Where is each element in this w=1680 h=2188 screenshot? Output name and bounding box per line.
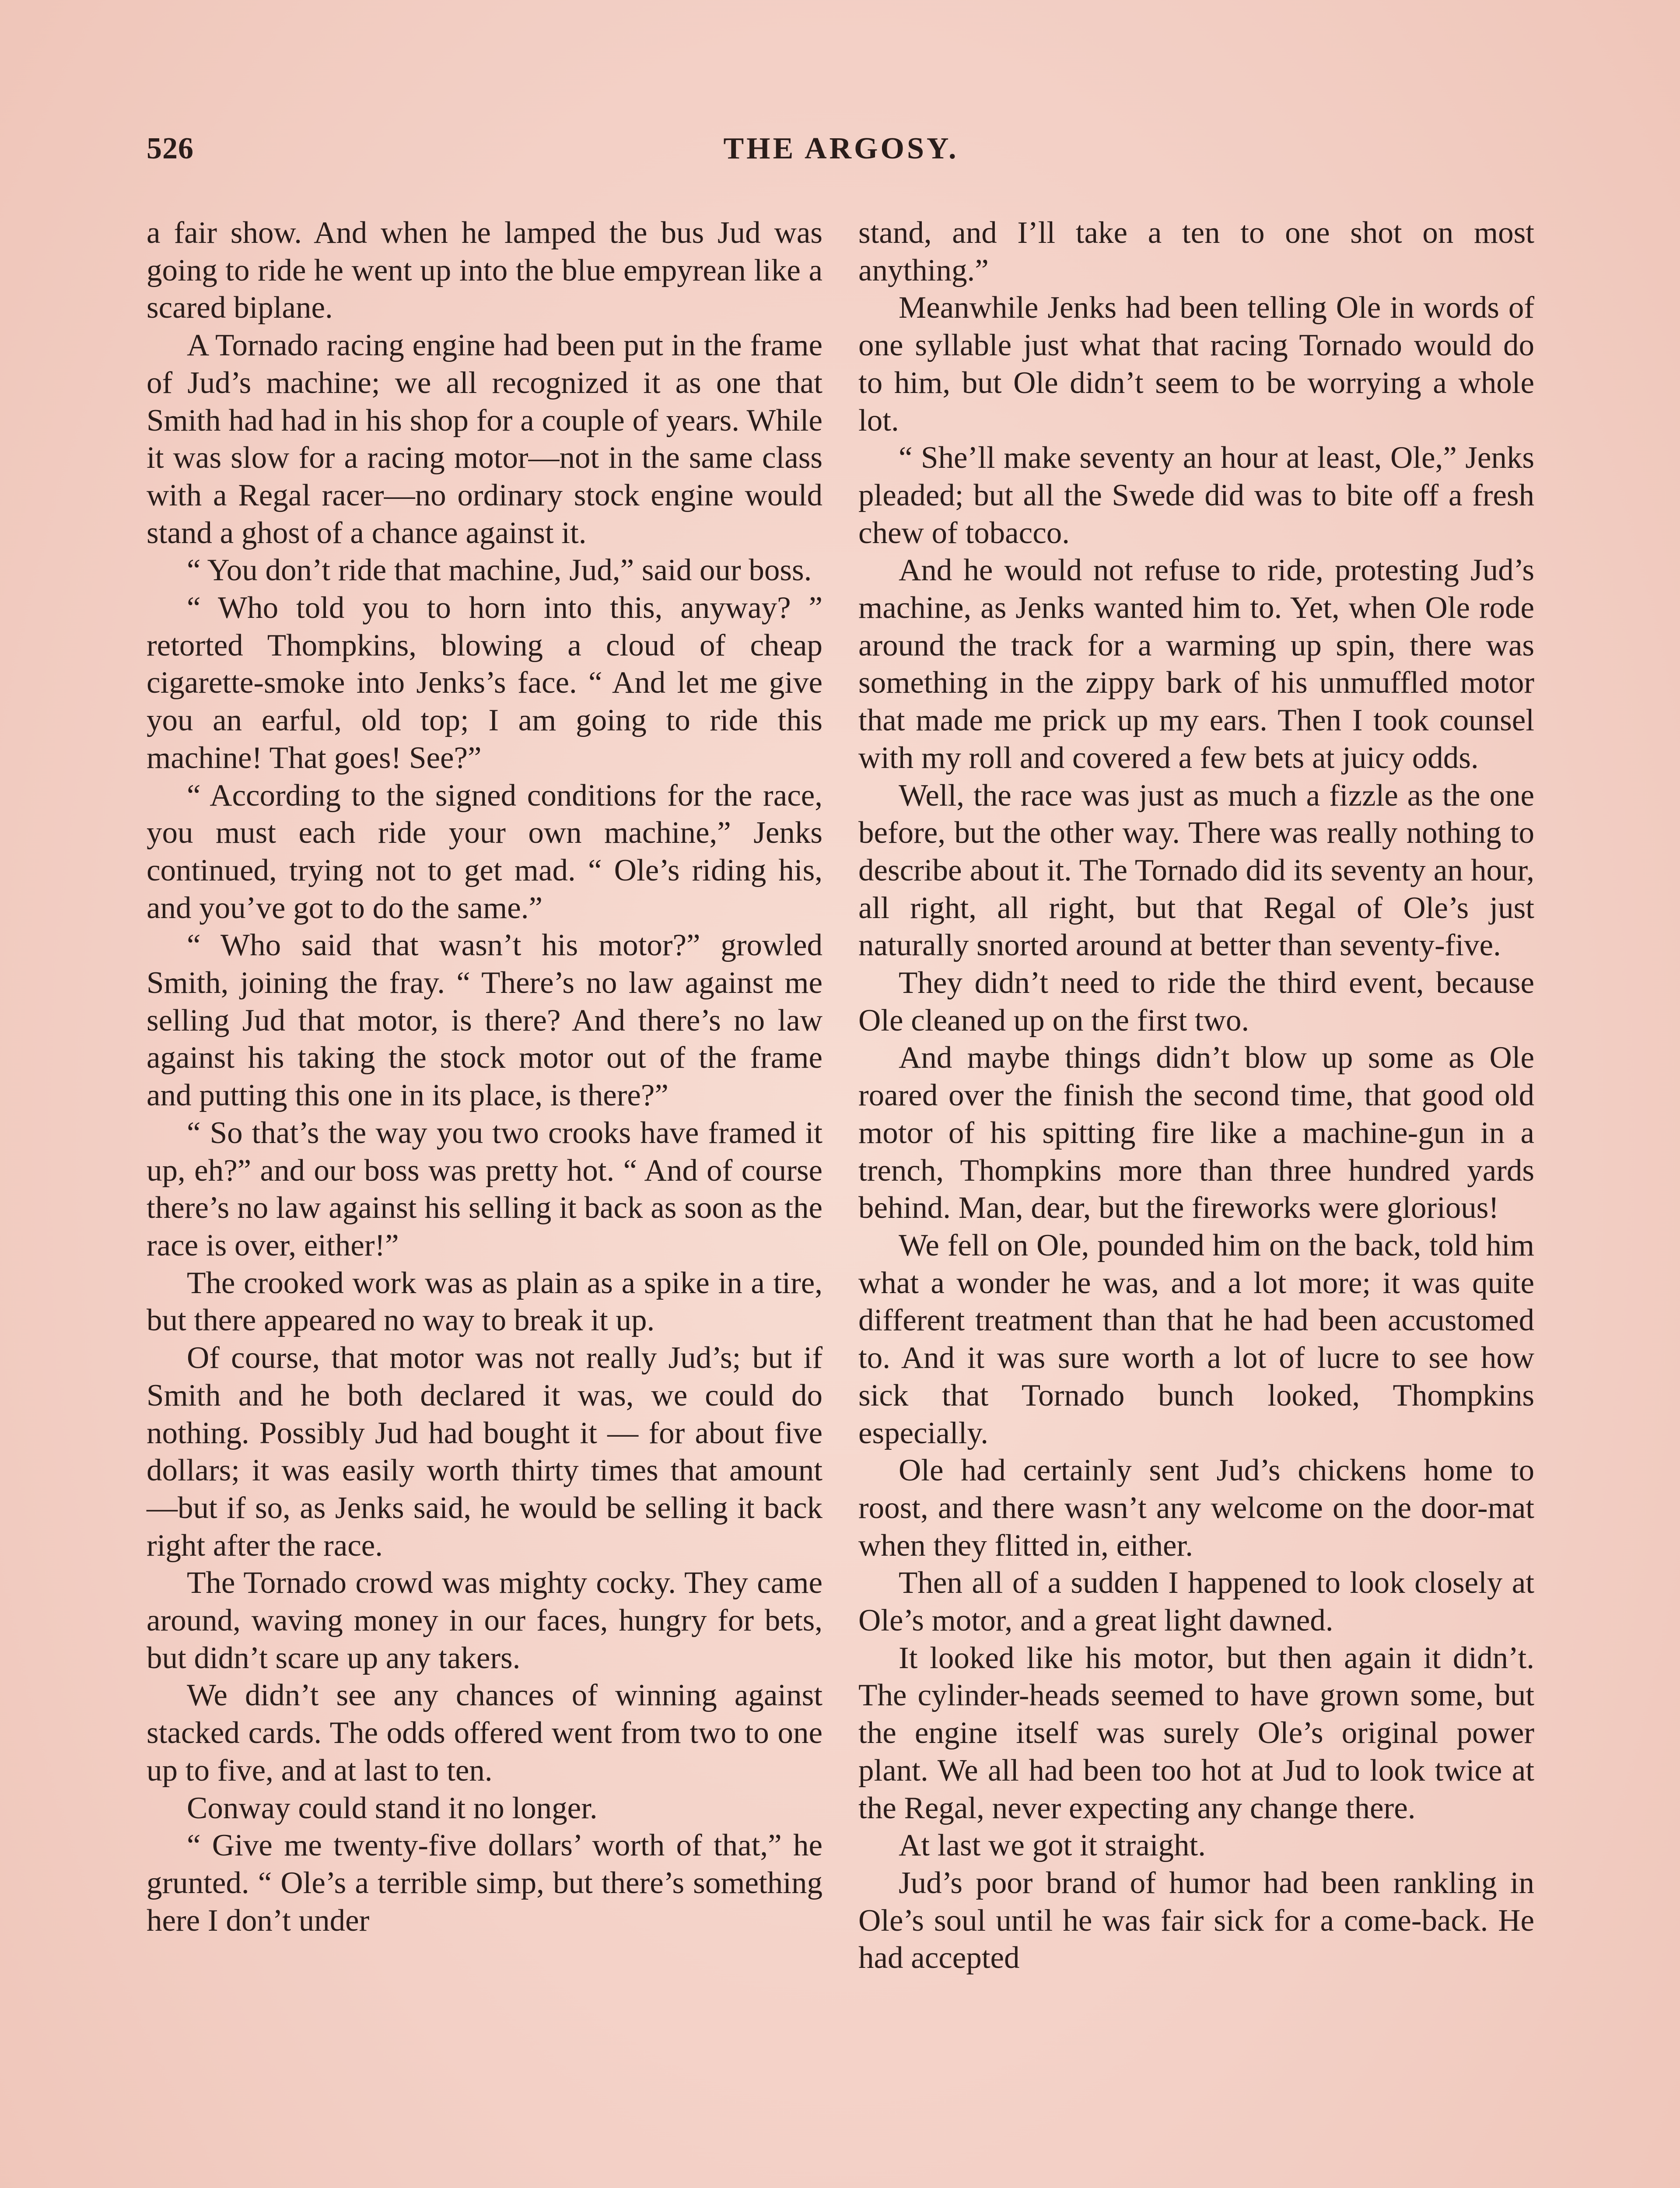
- paragraph: Of course, that motor was not really Jud’s; but if Smith and he both declared it was, we could do nothing. Possibly Jud had bought it — for about five dollars; it was easily worth thirty times that amount —but if so, as Jenks said, he would be selling it back right after the race.: [147, 1341, 822, 1563]
- paragraph: Meanwhile Jenks had been telling Ole in words of one syllable just what that racing Tornado would do to him, but Ole didn’t seem to be worrying a whole lot.: [858, 291, 1534, 438]
- paragraph: Well, the race was just as much a fizzle as the one before, but the other way. There was really nothing to describe about it. The Tornado did its seventy an hour, all right, all right, but that Regal of Ole’s just naturally snorted around at better than seventy-five.: [858, 778, 1534, 963]
- paragraph: Conway could stand it no longer.: [187, 1791, 598, 1825]
- paragraph: “ So that’s the way you two crooks have framed it up, eh?” and our boss was pretty hot. “ And of course there’s no law against his selling it back as soon as the race is over, either!”: [147, 1115, 822, 1262]
- paragraph: And maybe things didn’t blow up some as Ole roared over the finish the second time, that good old motor of his spitting fire like a machine-gun in a trench, Thompkins more than three hundred yards behind. Man, dear, but the fireworks were glorious!: [858, 1041, 1534, 1225]
- page-number: 526: [147, 132, 194, 165]
- paragraph: stand, and I’ll take a ten to one shot on most anything.”: [858, 216, 1534, 288]
- paragraph: “ Who said that wasn’t his motor?” growled Smith, joining the fray. “ There’s no law against me selling Jud that motor, is there? And there’s no law against his taking the stock motor out of the frame and putting this one in its place, is there?”: [147, 928, 822, 1113]
- running-title: THE ARGOSY.: [723, 132, 959, 165]
- paragraph: At last we got it straight.: [899, 1828, 1206, 1863]
- paragraph: Ole had certainly sent Jud’s chickens home to roost, and there wasn’t any welcome on the door-mat when they flitted in, either.: [858, 1453, 1534, 1563]
- paragraph: The Tornado crowd was mighty cocky. They came around, waving money in our faces, hungry for bets, but didn’t scare up any takers.: [147, 1566, 822, 1675]
- paragraph: We fell on Ole, pounded him on the back, told him what a wonder he was, and a lot more; it was quite different treatment than that he had been accustomed to. And it was sure worth a lot of lucre to see how sick that Tornado bunch looked, Thompkins especially.: [858, 1228, 1534, 1450]
- paragraph: A Tornado racing engine had been put in the frame of Jud’s machine; we all recognized it as one that Smith had had in his shop for a couple of years. While it was slow for a racing motor—not in the same class with a Regal racer—no ordinary stock engine would stand a ghost of a chance against it.: [147, 328, 822, 550]
- paragraph: Then all of a sudden I happened to look closely at Ole’s motor, and a great light dawned.: [858, 1566, 1534, 1638]
- paragraph: Jud’s poor brand of humor had been rankling in Ole’s soul until he was fair sick for a come-back. He had accepted: [858, 1865, 1534, 1975]
- right-column: [858, 214, 1534, 1977]
- paragraph: “ According to the signed conditions for the race, you must each ride your own machine,” Jenks continued, trying not to get mad. “ Ole’s riding his, and you’ve got to do the same.”: [147, 778, 822, 925]
- paragraph: They didn’t need to ride the third event, because Ole cleaned up on the first two.: [858, 966, 1534, 1038]
- left-column: [147, 214, 822, 1939]
- paragraph: And he would not refuse to ride, protesting Jud’s machine, as Jenks wanted him to. Yet, when Ole rode around the track for a warming up spin, there was something in the zippy bark of his unmuffled motor that made me prick up my ears. Then I took counsel with my roll and covered a few bets at juicy odds.: [858, 553, 1534, 775]
- paragraph: “ Who told you to horn into this, anyway? ” retorted Thompkins, blowing a cloud of cheap cigarette-smoke into Jenks’s face. “ And let me give you an earful, old top; I am going to ride this machine! That goes! See?”: [147, 591, 822, 775]
- paragraph: It looked like his motor, but then again it didn’t. The cylinder-heads seemed to have grown some, but the engine itself was surely Ole’s original power plant. We all had been too hot at Jud to look twice at the Regal, never expecting any change there.: [858, 1641, 1534, 1825]
- paragraph: We didn’t see any chances of winning against stacked cards. The odds offered went from two to one up to five, and at last to ten.: [147, 1678, 822, 1788]
- paragraph: “ She’ll make seventy an hour at least, Ole,” Jenks pleaded; but all the Swede did was to bite off a fresh chew of tobacco.: [858, 441, 1534, 550]
- paragraph: The crooked work was as plain as a spike in a tire, but there appeared no way to break it up.: [147, 1266, 822, 1338]
- paragraph: a fair show. And when he lamped the bus Jud was going to ride he went up into the blue empyrean like a scared biplane.: [147, 216, 822, 325]
- paragraph: “ You don’t ride that machine, Jud,” said our boss.: [187, 553, 812, 588]
- paragraph: “ Give me twenty-five dollars’ worth of that,” he grunted. “ Ole’s a terrible simp, but there’s something here I don’t under: [147, 1828, 822, 1938]
- page-header: [147, 131, 1536, 179]
